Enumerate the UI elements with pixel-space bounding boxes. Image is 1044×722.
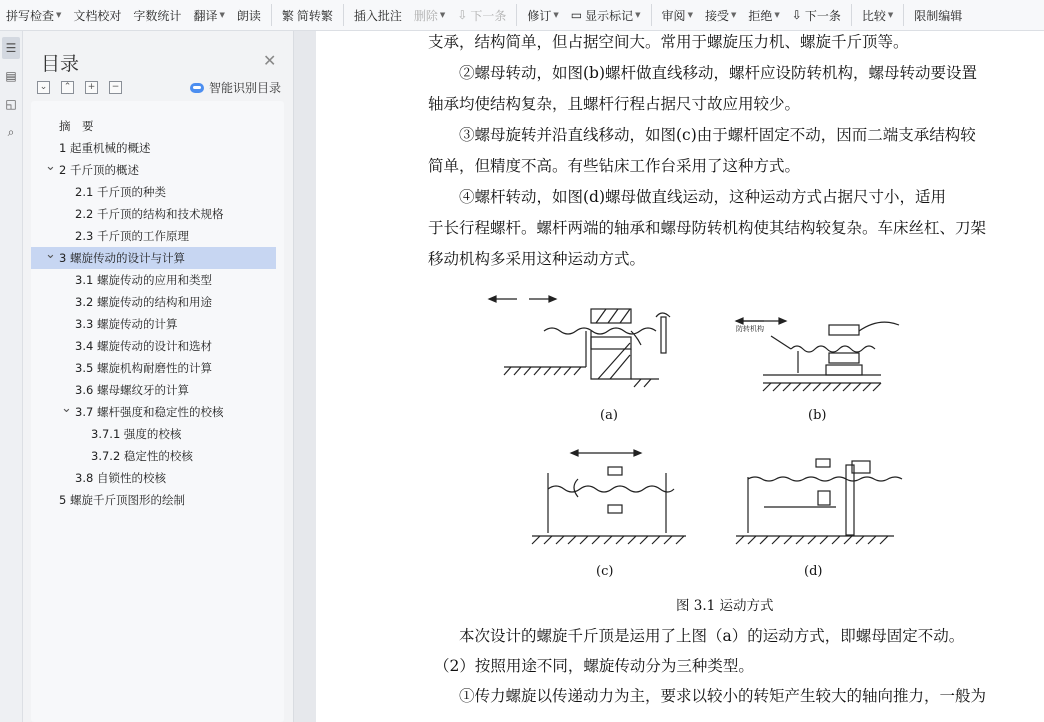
toc-item-label: 2.3 千斤顶的工作原理 bbox=[75, 229, 189, 243]
convert-icon: 繁 bbox=[281, 8, 294, 23]
close-icon[interactable]: ✕ bbox=[263, 51, 277, 70]
toolbar-label: 比较 bbox=[861, 8, 886, 23]
toc-item-label: 3.2 螺旋传动的结构和用途 bbox=[75, 295, 212, 309]
toc-item[interactable] bbox=[31, 225, 276, 247]
toc-title: 目录 bbox=[41, 53, 80, 75]
caret-down-icon: ▼ bbox=[774, 11, 780, 19]
document-page bbox=[316, 31, 1044, 722]
toc-item-label: 3.3 螺旋传动的计算 bbox=[75, 317, 178, 331]
figure-a-drawing bbox=[489, 296, 670, 387]
toc-item[interactable] bbox=[31, 291, 276, 313]
toolbar-item-12[interactable] bbox=[699, 0, 742, 30]
paragraph-line: 本次设计的螺旋千斤顶是运用了上图（a）的运动方式，即螺母固定不动。 bbox=[459, 627, 965, 645]
toc-item-label: 3 螺旋传动的设计与计算 bbox=[59, 251, 185, 265]
paragraph-line: 于长行程螺杆。螺杆两端的轴承和螺母防转机构使其结构较复杂。车床丝杠、刀架 bbox=[428, 219, 987, 237]
paragraph-line: 移动机构多采用这种运动方式。 bbox=[428, 250, 646, 268]
toolbar-item-10[interactable] bbox=[565, 0, 647, 30]
chevron-down-icon[interactable]: ⌄ bbox=[45, 159, 56, 174]
toolbar-item-3[interactable] bbox=[187, 0, 230, 30]
caret-down-icon: ▼ bbox=[439, 11, 446, 19]
markup-icon: ▭ bbox=[570, 8, 583, 22]
toolbar-label: 拼写检查 bbox=[6, 8, 55, 23]
paragraph-line: ①传力螺旋以传递动力为主，要求以较小的转矩产生较大的轴向推力，一般为 bbox=[459, 687, 987, 705]
toolbar-item-15[interactable] bbox=[856, 0, 899, 30]
toc-item-label: 3.8 自锁性的校核 bbox=[75, 471, 166, 485]
paragraph-line: 简单，但精度不高。有些钻床工作台采用了这种方式。 bbox=[428, 157, 801, 175]
toc-item-label: 3.5 螺旋机构耐磨性的计算 bbox=[75, 361, 212, 375]
add-heading-icon[interactable]: + bbox=[85, 81, 98, 94]
toc-item-label: 2 千斤顶的概述 bbox=[59, 163, 139, 177]
figure-c-drawing bbox=[532, 450, 686, 544]
figure-b-annotation: 防转机构 bbox=[736, 325, 764, 333]
side-rail bbox=[0, 31, 23, 722]
toolbar-item-16[interactable] bbox=[908, 0, 968, 30]
toc-item-label: 3.6 螺母螺纹牙的计算 bbox=[75, 383, 189, 397]
toc-item-label: 3.1 螺旋传动的应用和类型 bbox=[75, 273, 212, 287]
toc-item[interactable] bbox=[31, 269, 276, 291]
find-icon[interactable]: ⌕ bbox=[7, 124, 15, 139]
figure-d-label: (d) bbox=[804, 564, 823, 579]
next-change-icon: ⇩ bbox=[791, 8, 802, 22]
paragraph-line: 轴承均使结构复杂，且螺杆行程占据尺寸故应用较少。 bbox=[428, 95, 801, 113]
toolbar-item-6[interactable] bbox=[348, 0, 408, 30]
toc-item[interactable] bbox=[31, 181, 276, 203]
collapse-all-icon[interactable]: ⌄ bbox=[37, 81, 50, 94]
caret-down-icon: ▼ bbox=[553, 11, 559, 19]
toolbar-item-7[interactable] bbox=[408, 0, 451, 30]
toolbar-separator bbox=[271, 4, 272, 26]
toolbar-separator bbox=[851, 4, 852, 26]
review-toolbar bbox=[0, 0, 1044, 31]
figure-c-label: (c) bbox=[596, 564, 614, 579]
smart-toc-button[interactable] bbox=[190, 79, 281, 96]
expand-all-icon[interactable]: ⌃ bbox=[61, 81, 74, 94]
toolbar-label: 朗读 bbox=[236, 8, 261, 23]
toc-item[interactable] bbox=[31, 357, 276, 379]
toolbar-label: 简转繁 bbox=[296, 8, 333, 23]
toc-tools bbox=[37, 81, 122, 94]
toc-panel-icon[interactable]: ☰ bbox=[2, 37, 20, 59]
toolbar-label: 显示标记 bbox=[585, 8, 634, 23]
caret-down-icon: ▼ bbox=[56, 11, 62, 19]
toc-panel bbox=[23, 31, 294, 722]
paragraph-line: ②螺母转动，如图(b)螺杆做直线移动，螺杆应设防转机构，螺母转动要设置 bbox=[459, 64, 978, 82]
toc-item[interactable] bbox=[31, 467, 276, 489]
toolbar-item-9[interactable] bbox=[521, 0, 564, 30]
toc-list bbox=[31, 101, 284, 722]
toolbar-label: 审阅 bbox=[661, 8, 686, 23]
toolbar-item-11[interactable] bbox=[656, 0, 699, 30]
toolbar-label: 下一条 bbox=[470, 8, 507, 23]
toolbar-item-8[interactable] bbox=[451, 0, 512, 30]
toolbar-label: 限制编辑 bbox=[914, 8, 963, 23]
smart-icon bbox=[190, 83, 204, 93]
toc-item-label: 3.7 螺杆强度和稳定性的校核 bbox=[75, 405, 224, 419]
toc-item[interactable] bbox=[31, 137, 276, 159]
next-icon: ⇩ bbox=[457, 8, 468, 22]
toc-item[interactable] bbox=[31, 247, 276, 269]
toc-item[interactable] bbox=[31, 335, 276, 357]
toolbar-item-5[interactable] bbox=[276, 0, 339, 30]
toolbar-label: 修订 bbox=[527, 8, 552, 23]
paragraph-line: ④螺杆转动，如图(d)螺母做直线运动，这种运动方式占据尺寸小，适用 bbox=[459, 188, 947, 206]
toolbar-label: 字数统计 bbox=[133, 8, 182, 23]
figure-a-label: (a) bbox=[600, 408, 618, 423]
toc-item-label: 5 螺旋千斤顶图形的绘制 bbox=[59, 493, 185, 507]
toc-item[interactable] bbox=[31, 401, 276, 423]
toolbar-label: 拒绝 bbox=[748, 8, 773, 23]
toolbar-separator bbox=[651, 4, 652, 26]
bookmark-icon[interactable]: ▤ bbox=[5, 69, 17, 83]
motion-figure bbox=[316, 31, 1044, 591]
toolbar-label: 下一条 bbox=[804, 8, 841, 23]
paragraph-line: （2）按照用途不同，螺旋传动分为三种类型。 bbox=[434, 657, 754, 675]
toolbar-item-13[interactable] bbox=[742, 0, 785, 30]
toolbar-label: 删除 bbox=[413, 8, 438, 23]
chevron-down-icon[interactable]: ⌄ bbox=[61, 401, 72, 416]
paragraph-line: 支承，结构简单，但占据空间大。常用于螺旋压力机、螺旋千斤顶等。 bbox=[428, 33, 909, 51]
toc-item-label: 摘 要 bbox=[59, 119, 94, 133]
caret-down-icon: ▼ bbox=[730, 11, 737, 19]
toolbar-label: 插入批注 bbox=[353, 8, 402, 23]
toolbar-item-14[interactable] bbox=[786, 0, 847, 30]
toc-item[interactable] bbox=[31, 313, 276, 335]
toolbar-item-0[interactable] bbox=[0, 0, 67, 30]
toc-item-label: 2.1 千斤顶的种类 bbox=[75, 185, 166, 199]
toolbar-separator bbox=[343, 4, 344, 26]
toolbar-separator bbox=[903, 4, 904, 26]
toc-item-label: 2.2 千斤顶的结构和技术规格 bbox=[75, 207, 224, 221]
comment-icon[interactable]: ◱ bbox=[5, 97, 17, 111]
figure-caption: 图 3.1 运动方式 bbox=[676, 598, 774, 614]
chevron-down-icon[interactable]: ⌄ bbox=[45, 247, 56, 262]
toc-item-label: 3.4 螺旋传动的设计和选材 bbox=[75, 339, 212, 353]
caret-down-icon: ▼ bbox=[887, 11, 894, 19]
toc-item-label: 3.7.2 稳定性的校核 bbox=[91, 449, 193, 463]
caret-down-icon: ▼ bbox=[219, 11, 225, 19]
caret-down-icon: ▼ bbox=[635, 11, 641, 19]
toolbar-item-1[interactable] bbox=[67, 0, 127, 30]
toolbar-label: 翻译 bbox=[193, 8, 218, 23]
smart-toc-label: 智能识别目录 bbox=[209, 81, 282, 95]
toc-item[interactable] bbox=[31, 159, 276, 181]
toc-item-label: 3.7.1 强度的校核 bbox=[91, 427, 182, 441]
figure-d-drawing bbox=[736, 459, 902, 544]
toolbar-item-2[interactable] bbox=[127, 0, 187, 30]
figure-b-label: (b) bbox=[808, 408, 827, 423]
toolbar-separator bbox=[516, 4, 517, 26]
toolbar-label: 接受 bbox=[704, 8, 729, 23]
caret-down-icon: ▼ bbox=[687, 11, 693, 19]
paragraph-line: ③螺母旋转并沿直线移动，如图(c)由于螺杆固定不动，因而二端支承结构较 bbox=[459, 126, 976, 144]
toc-item[interactable] bbox=[31, 115, 276, 137]
toolbar-label: 文档校对 bbox=[73, 8, 122, 23]
toc-item-label: 1 起重机械的概述 bbox=[59, 141, 151, 155]
toolbar-item-4[interactable] bbox=[231, 0, 267, 30]
toc-item[interactable] bbox=[31, 445, 276, 467]
remove-heading-icon[interactable]: − bbox=[109, 81, 122, 94]
toc-item[interactable] bbox=[31, 489, 276, 511]
toc-item[interactable] bbox=[31, 203, 276, 225]
toc-item[interactable] bbox=[31, 423, 276, 445]
